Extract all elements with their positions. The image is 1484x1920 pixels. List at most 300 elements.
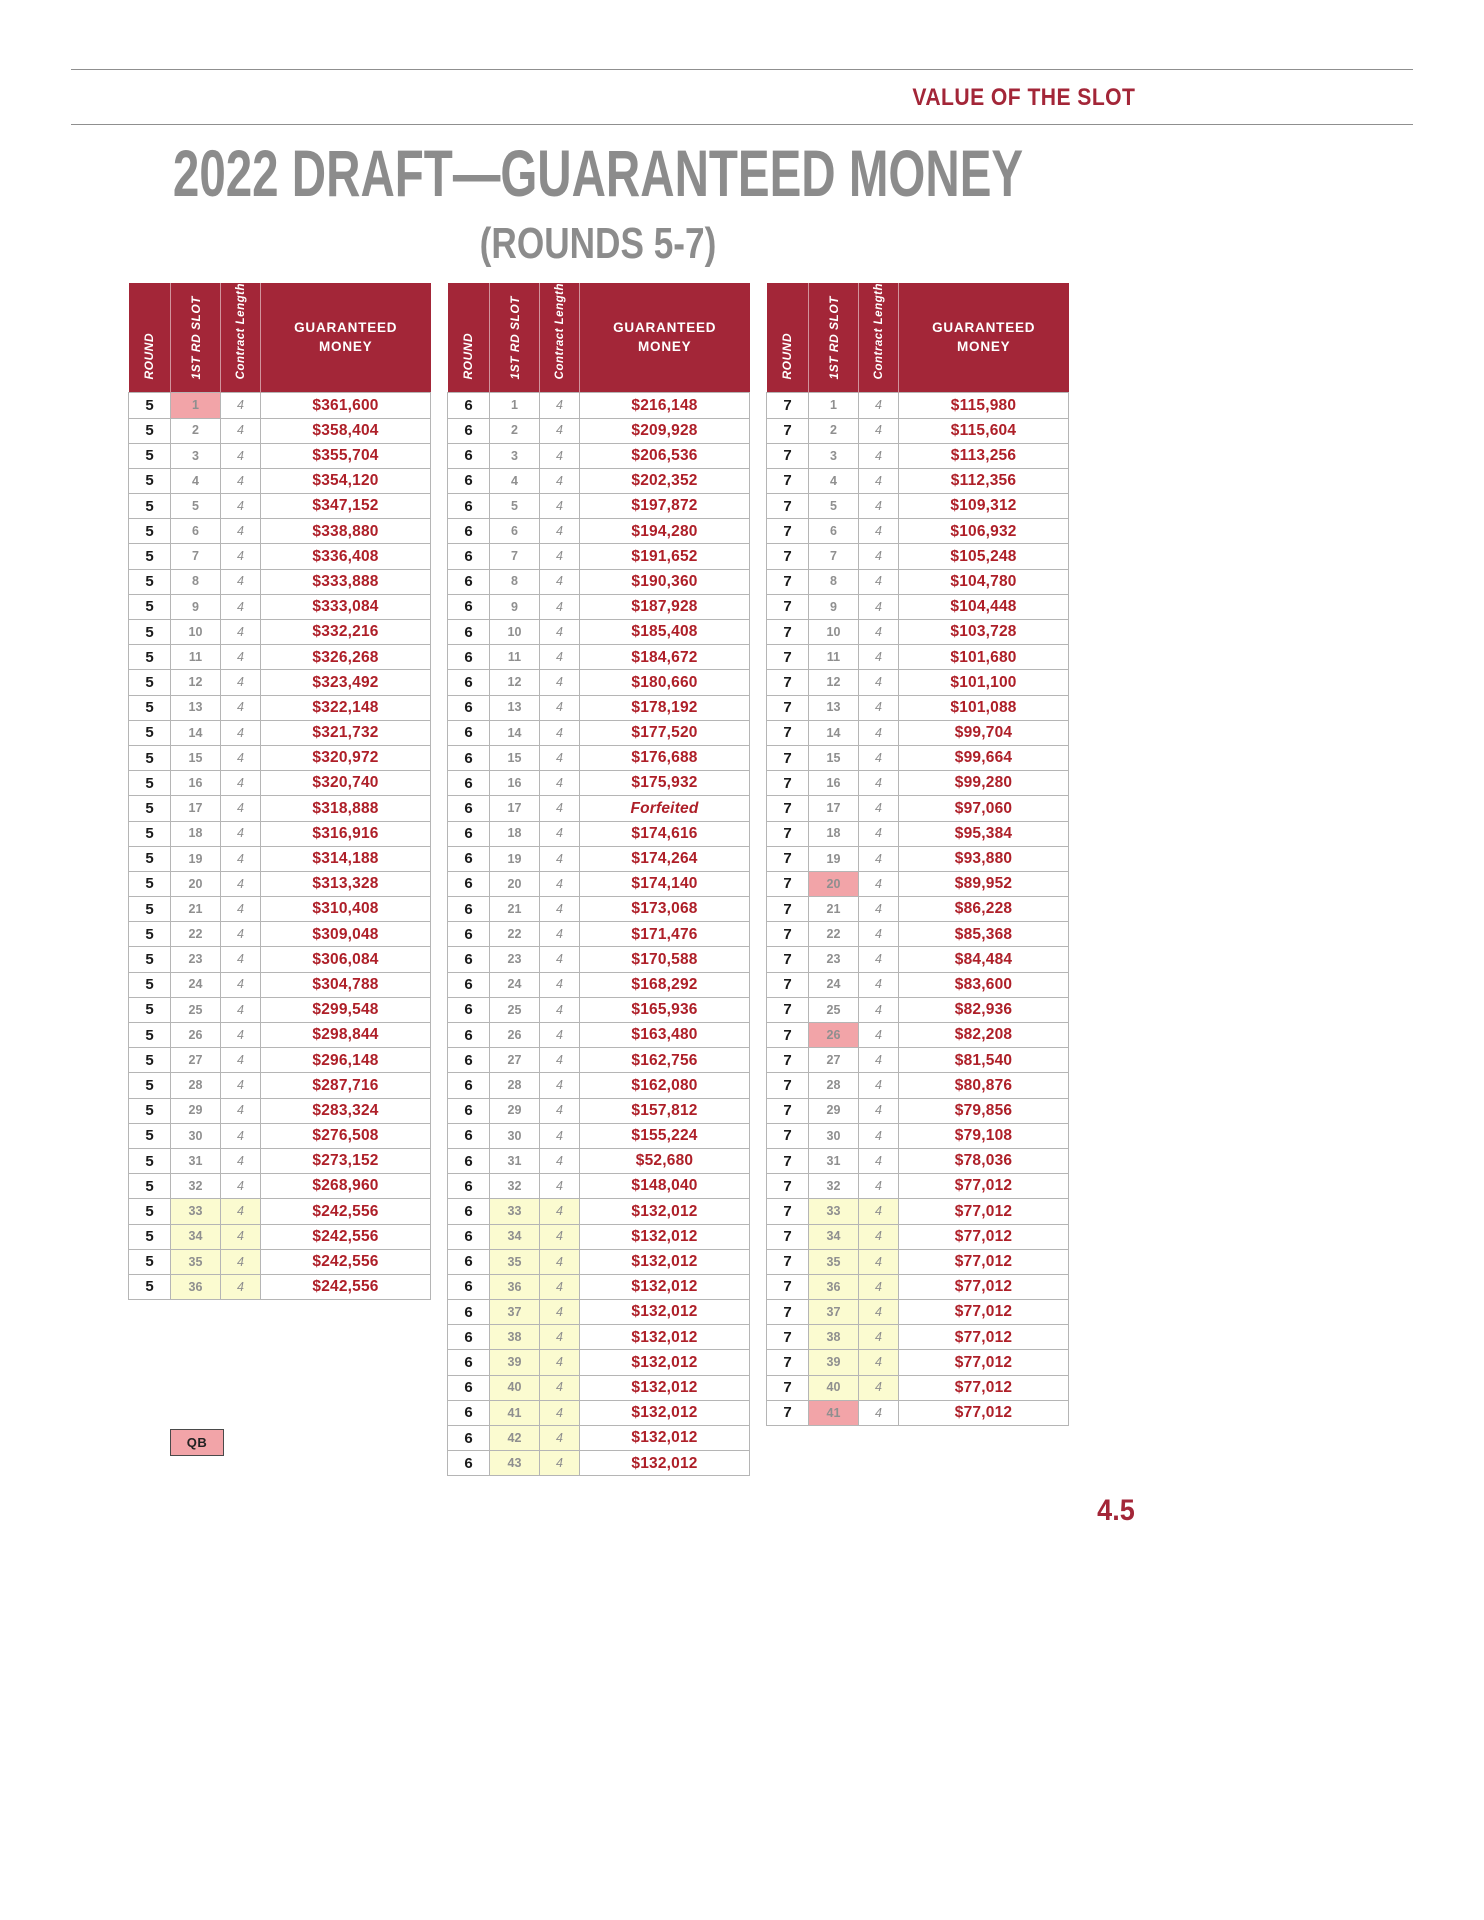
round-cell: 6 (448, 720, 490, 745)
round-cell: 6 (448, 1073, 490, 1098)
slot-cell: 25 (809, 997, 859, 1022)
guaranteed-money-cell: $113,256 (899, 443, 1069, 468)
round-cell: 6 (448, 947, 490, 972)
contract-length-cell: 4 (221, 645, 261, 670)
contract-length-cell: 4 (221, 1174, 261, 1199)
table-row (448, 670, 750, 695)
table-row (129, 393, 431, 418)
guaranteed-money-cell: $77,012 (899, 1199, 1069, 1224)
contract-length-cell: 4 (859, 620, 899, 645)
table-row (448, 1274, 750, 1299)
table-row (448, 745, 750, 770)
table-row (129, 594, 431, 619)
slot-cell: 18 (809, 821, 859, 846)
contract-length-cell: 4 (859, 1174, 899, 1199)
table-row (448, 1224, 750, 1249)
table-row (767, 594, 1069, 619)
table-row (129, 897, 431, 922)
round-cell: 5 (129, 494, 171, 519)
contract-length-cell: 4 (221, 670, 261, 695)
slot-cell: 19 (809, 846, 859, 871)
round-cell: 5 (129, 1174, 171, 1199)
table-row (448, 1073, 750, 1098)
slot-cell: 3 (809, 443, 859, 468)
round-cell: 7 (767, 922, 809, 947)
table-row (448, 1249, 750, 1274)
guaranteed-money-cell: $132,012 (580, 1300, 750, 1325)
guaranteed-money-cell: $194,280 (580, 519, 750, 544)
guaranteed-money-cell: $83,600 (899, 972, 1069, 997)
contract-length-cell: 4 (540, 544, 580, 569)
slot-cell: 15 (490, 745, 540, 770)
guaranteed-money-cell: $86,228 (899, 897, 1069, 922)
slot-cell: 5 (171, 494, 221, 519)
round-cell: 5 (129, 1098, 171, 1123)
round-cell: 7 (767, 594, 809, 619)
guaranteed-money-header-label: GUARANTEED MONEY (932, 320, 1036, 354)
slot-cell: 21 (171, 897, 221, 922)
round-cell: 7 (767, 897, 809, 922)
slot-cell: 13 (171, 695, 221, 720)
round-cell: 7 (767, 1123, 809, 1148)
table-row (129, 1199, 431, 1224)
slot-cell: 12 (809, 670, 859, 695)
table-row (448, 821, 750, 846)
guaranteed-money-cell: $323,492 (261, 670, 431, 695)
guaranteed-money-cell: $78,036 (899, 1148, 1069, 1173)
round-cell: 6 (448, 1400, 490, 1425)
slot-cell: 35 (809, 1249, 859, 1274)
round-cell: 5 (129, 544, 171, 569)
slot-cell: 8 (490, 569, 540, 594)
round-cell: 7 (767, 393, 809, 418)
second-rule (71, 124, 1413, 125)
guaranteed-money-cell: $333,084 (261, 594, 431, 619)
col-header-1st-rd-slot (490, 283, 540, 393)
round-cell: 6 (448, 670, 490, 695)
round-cell: 7 (767, 1048, 809, 1073)
contract-length-cell: 4 (540, 1274, 580, 1299)
contract-length-cell: 4 (859, 418, 899, 443)
table-row (767, 393, 1069, 418)
contract-length-cell: 4 (540, 1023, 580, 1048)
contract-length-cell: 4 (221, 1048, 261, 1073)
slot-cell: 39 (809, 1350, 859, 1375)
guaranteed-money-cell: $206,536 (580, 443, 750, 468)
guaranteed-money-cell: $132,012 (580, 1224, 750, 1249)
table-row (129, 620, 431, 645)
contract-length-cell: 4 (221, 443, 261, 468)
guaranteed-money-cell: $132,012 (580, 1451, 750, 1476)
guaranteed-money-cell: $299,548 (261, 997, 431, 1022)
guaranteed-money-cell: $296,148 (261, 1048, 431, 1073)
guaranteed-money-cell: $309,048 (261, 922, 431, 947)
round-cell: 5 (129, 1048, 171, 1073)
contract-length-cell: 4 (859, 569, 899, 594)
round-cell: 6 (448, 1224, 490, 1249)
round-cell: 5 (129, 1274, 171, 1299)
slot-cell: 14 (490, 720, 540, 745)
slot-cell: 32 (809, 1174, 859, 1199)
table-row (129, 645, 431, 670)
contract-length-cell: 4 (859, 1400, 899, 1425)
page-subtitle: (ROUNDS 5-7) (479, 219, 717, 268)
slot-cell: 23 (809, 947, 859, 972)
round-cell: 7 (767, 1073, 809, 1098)
round-cell: 5 (129, 418, 171, 443)
contract-length-cell: 4 (859, 393, 899, 418)
table-row (767, 1274, 1069, 1299)
table-row (448, 418, 750, 443)
contract-length-cell: 4 (221, 519, 261, 544)
table-row (448, 1300, 750, 1325)
contract-length-cell: 4 (221, 1274, 261, 1299)
contract-length-cell: 4 (859, 1048, 899, 1073)
table-row (767, 1224, 1069, 1249)
slot-cell: 6 (809, 519, 859, 544)
contract-length-cell: 4 (221, 1249, 261, 1274)
slot-cell: 23 (490, 947, 540, 972)
round-cell: 5 (129, 947, 171, 972)
slot-cell: 13 (809, 695, 859, 720)
col-header-contract-length (859, 283, 899, 393)
round-cell: 6 (448, 620, 490, 645)
table-row (129, 796, 431, 821)
guaranteed-money-cell: $180,660 (580, 670, 750, 695)
slot-cell: 31 (809, 1148, 859, 1173)
guaranteed-money-cell: $187,928 (580, 594, 750, 619)
guaranteed-money-cell: $174,616 (580, 821, 750, 846)
slot-cell: 16 (171, 771, 221, 796)
contract-length-cell: 4 (221, 947, 261, 972)
round-cell: 5 (129, 695, 171, 720)
slot-header-label: 1ST RD SLOT (826, 295, 841, 380)
table-row (129, 771, 431, 796)
round-cell: 7 (767, 1148, 809, 1173)
contract-length-cell: 4 (540, 393, 580, 418)
slot-cell: 12 (490, 670, 540, 695)
guaranteed-money-cell: $313,328 (261, 871, 431, 896)
contract-length-cell: 4 (221, 1073, 261, 1098)
contract-length-cell: 4 (859, 594, 899, 619)
round-cell: 6 (448, 1174, 490, 1199)
round-cell: 6 (448, 1048, 490, 1073)
contract-length-cell: 4 (221, 594, 261, 619)
round-cell: 6 (448, 645, 490, 670)
guaranteed-money-cell: $310,408 (261, 897, 431, 922)
slot-cell: 28 (171, 1073, 221, 1098)
slot-cell: 2 (490, 418, 540, 443)
contract-length-cell: 4 (859, 1350, 899, 1375)
guaranteed-money-cell: $97,060 (899, 796, 1069, 821)
table-row (448, 796, 750, 821)
col-header-guaranteed-money (580, 283, 750, 393)
round-cell: 7 (767, 443, 809, 468)
slot-cell: 7 (171, 544, 221, 569)
round-cell: 6 (448, 569, 490, 594)
guaranteed-money-cell: $103,728 (899, 620, 1069, 645)
table-row (129, 922, 431, 947)
round-cell: 5 (129, 846, 171, 871)
table-row (448, 846, 750, 871)
slot-cell: 10 (171, 620, 221, 645)
slot-cell: 2 (809, 418, 859, 443)
contract-length-cell: 4 (859, 897, 899, 922)
slot-cell: 9 (809, 594, 859, 619)
contract-length-cell: 4 (540, 821, 580, 846)
contract-length-cell: 4 (221, 695, 261, 720)
contract-length-cell: 4 (859, 1098, 899, 1123)
table-row (767, 645, 1069, 670)
contract-length-cell: 4 (859, 1023, 899, 1048)
guaranteed-money-cell: $106,932 (899, 519, 1069, 544)
slot-table-round-6 (447, 283, 750, 1476)
table-row (448, 1451, 750, 1476)
slot-cell: 38 (490, 1325, 540, 1350)
contract-length-cell: 4 (540, 745, 580, 770)
guaranteed-money-cell: $276,508 (261, 1123, 431, 1148)
round-cell: 5 (129, 771, 171, 796)
slot-cell: 22 (490, 922, 540, 947)
guaranteed-money-cell: $242,556 (261, 1199, 431, 1224)
guaranteed-money-cell: $77,012 (899, 1274, 1069, 1299)
round-cell: 6 (448, 1375, 490, 1400)
contract-length-cell: 4 (540, 1350, 580, 1375)
contract-length-cell: 4 (221, 897, 261, 922)
guaranteed-money-cell: $320,972 (261, 745, 431, 770)
round-cell: 6 (448, 1148, 490, 1173)
table-row (129, 1048, 431, 1073)
guaranteed-money-cell: $132,012 (580, 1274, 750, 1299)
guaranteed-money-cell: $95,384 (899, 821, 1069, 846)
guaranteed-money-cell: $132,012 (580, 1325, 750, 1350)
contract-length-cell: 4 (540, 1400, 580, 1425)
guaranteed-money-cell: $85,368 (899, 922, 1069, 947)
slot-cell: 28 (490, 1073, 540, 1098)
slot-cell: 2 (171, 418, 221, 443)
round-cell: 5 (129, 1224, 171, 1249)
slot-cell: 33 (809, 1199, 859, 1224)
guaranteed-money-cell: $105,248 (899, 544, 1069, 569)
round-cell: 6 (448, 997, 490, 1022)
guaranteed-money-cell: $93,880 (899, 846, 1069, 871)
contract-length-cell: 4 (540, 594, 580, 619)
guaranteed-money-cell: $132,012 (580, 1350, 750, 1375)
guaranteed-money-cell: $314,188 (261, 846, 431, 871)
slot-cell: 37 (490, 1300, 540, 1325)
contract-length-cell: 4 (221, 745, 261, 770)
guaranteed-money-cell: $242,556 (261, 1274, 431, 1299)
table-row (129, 1224, 431, 1249)
contract-length-cell: 4 (540, 1073, 580, 1098)
round-cell: 6 (448, 1199, 490, 1224)
contract-length-cell: 4 (859, 1199, 899, 1224)
slot-cell: 29 (171, 1098, 221, 1123)
contract-length-cell: 4 (540, 1123, 580, 1148)
slot-cell: 8 (171, 569, 221, 594)
col-header-contract-length (540, 283, 580, 393)
table-row (448, 1048, 750, 1073)
round-cell: 6 (448, 1098, 490, 1123)
table-row (448, 720, 750, 745)
slot-cell: 32 (171, 1174, 221, 1199)
round-cell: 5 (129, 1023, 171, 1048)
table-row (767, 871, 1069, 896)
guaranteed-money-cell: $361,600 (261, 393, 431, 418)
round-cell: 5 (129, 745, 171, 770)
contract-length-cell: 4 (221, 871, 261, 896)
slot-cell: 26 (490, 1023, 540, 1048)
contract-length-cell: 4 (221, 544, 261, 569)
round-cell: 7 (767, 695, 809, 720)
round-cell: 6 (448, 418, 490, 443)
slot-cell: 14 (171, 720, 221, 745)
section-header-label: VALUE OF THE SLOT (912, 84, 1135, 111)
round-cell: 5 (129, 997, 171, 1022)
round-cell: 7 (767, 997, 809, 1022)
slot-cell: 24 (809, 972, 859, 997)
table-row (448, 569, 750, 594)
contract-length-cell: 4 (859, 745, 899, 770)
table-row (448, 947, 750, 972)
table-header-row (129, 283, 431, 393)
guaranteed-money-cell: $176,688 (580, 745, 750, 770)
slot-cell: 15 (809, 745, 859, 770)
round-cell: 7 (767, 846, 809, 871)
slot-cell: 23 (171, 947, 221, 972)
table-row (767, 997, 1069, 1022)
guaranteed-money-cell: $338,880 (261, 519, 431, 544)
round-cell: 7 (767, 1375, 809, 1400)
guaranteed-money-cell: $77,012 (899, 1249, 1069, 1274)
slot-cell: 3 (171, 443, 221, 468)
contract-length-cell: 4 (221, 1224, 261, 1249)
guaranteed-money-cell: $306,084 (261, 947, 431, 972)
round-cell: 7 (767, 972, 809, 997)
contract-length-cell: 4 (859, 695, 899, 720)
guaranteed-money-cell: $209,928 (580, 418, 750, 443)
guaranteed-money-cell: $355,704 (261, 443, 431, 468)
round-cell: 5 (129, 519, 171, 544)
contract-length-cell: 4 (540, 771, 580, 796)
contract-length-cell: 4 (859, 519, 899, 544)
top-rule (71, 69, 1413, 70)
contract-length-cell: 4 (859, 947, 899, 972)
round-cell: 7 (767, 1249, 809, 1274)
slot-cell: 5 (809, 494, 859, 519)
col-header-guaranteed-money (261, 283, 431, 393)
table-row (448, 1174, 750, 1199)
guaranteed-money-cell: $132,012 (580, 1375, 750, 1400)
guaranteed-money-cell: $216,148 (580, 393, 750, 418)
contract-length-cell: 4 (859, 494, 899, 519)
slot-cell: 4 (809, 468, 859, 493)
slot-cell: 36 (171, 1274, 221, 1299)
guaranteed-money-cell: $316,916 (261, 821, 431, 846)
guaranteed-money-cell: $104,780 (899, 569, 1069, 594)
round-cell: 6 (448, 468, 490, 493)
slot-cell: 36 (809, 1274, 859, 1299)
contract-length-cell: 4 (540, 1148, 580, 1173)
slot-cell: 10 (490, 620, 540, 645)
guaranteed-money-cell: $165,936 (580, 997, 750, 1022)
contract-length-cell: 4 (859, 1325, 899, 1350)
table-row (129, 1274, 431, 1299)
slot-cell: 13 (490, 695, 540, 720)
contract-length-cell: 4 (859, 1300, 899, 1325)
table-row (767, 720, 1069, 745)
guaranteed-money-cell: $162,080 (580, 1073, 750, 1098)
round-cell: 7 (767, 418, 809, 443)
guaranteed-money-cell: $332,216 (261, 620, 431, 645)
guaranteed-money-cell: $185,408 (580, 620, 750, 645)
slot-cell: 38 (809, 1325, 859, 1350)
table-row (767, 1249, 1069, 1274)
col-header-contract-length (221, 283, 261, 393)
table-row (448, 1400, 750, 1425)
table-row (767, 695, 1069, 720)
table-row (767, 745, 1069, 770)
guaranteed-money-cell: $174,140 (580, 871, 750, 896)
table-row (448, 494, 750, 519)
table-row (448, 468, 750, 493)
contract-length-cell: 4 (540, 494, 580, 519)
col-header-round (129, 283, 171, 393)
guaranteed-money-cell: $268,960 (261, 1174, 431, 1199)
contract-length-cell: 4 (859, 1224, 899, 1249)
guaranteed-money-cell: $333,888 (261, 569, 431, 594)
contract-length-cell: 4 (221, 821, 261, 846)
contract-length-cell: 4 (540, 569, 580, 594)
table-row (767, 1174, 1069, 1199)
guaranteed-money-cell: $283,324 (261, 1098, 431, 1123)
slot-cell: 26 (171, 1023, 221, 1048)
table-row (448, 443, 750, 468)
guaranteed-money-cell: $104,448 (899, 594, 1069, 619)
table-row (448, 1098, 750, 1123)
contract-length-cell: 4 (859, 1375, 899, 1400)
table-row (448, 1023, 750, 1048)
round-cell: 7 (767, 670, 809, 695)
slot-header-label: 1ST RD SLOT (507, 295, 522, 380)
round-cell: 7 (767, 1350, 809, 1375)
round-cell: 6 (448, 1300, 490, 1325)
guaranteed-money-cell: $177,520 (580, 720, 750, 745)
contract-length-cell: 4 (540, 796, 580, 821)
tables-container (128, 283, 1069, 1476)
round-cell: 6 (448, 594, 490, 619)
guaranteed-money-cell: $326,268 (261, 645, 431, 670)
guaranteed-money-cell: $101,680 (899, 645, 1069, 670)
round-cell: 7 (767, 645, 809, 670)
col-header-round (448, 283, 490, 393)
guaranteed-money-cell: $77,012 (899, 1174, 1069, 1199)
guaranteed-money-cell: $347,152 (261, 494, 431, 519)
round-cell: 6 (448, 1350, 490, 1375)
contract-length-cell: 4 (540, 645, 580, 670)
slot-cell: 9 (171, 594, 221, 619)
round-cell: 7 (767, 1199, 809, 1224)
round-cell: 7 (767, 1224, 809, 1249)
table-row (448, 972, 750, 997)
slot-cell: 26 (809, 1023, 859, 1048)
slot-cell: 30 (171, 1123, 221, 1148)
guaranteed-money-cell: $89,952 (899, 871, 1069, 896)
contract-length-cell: 4 (859, 443, 899, 468)
slot-cell: 16 (490, 771, 540, 796)
slot-cell: 7 (809, 544, 859, 569)
contract-length-cell: 4 (540, 519, 580, 544)
